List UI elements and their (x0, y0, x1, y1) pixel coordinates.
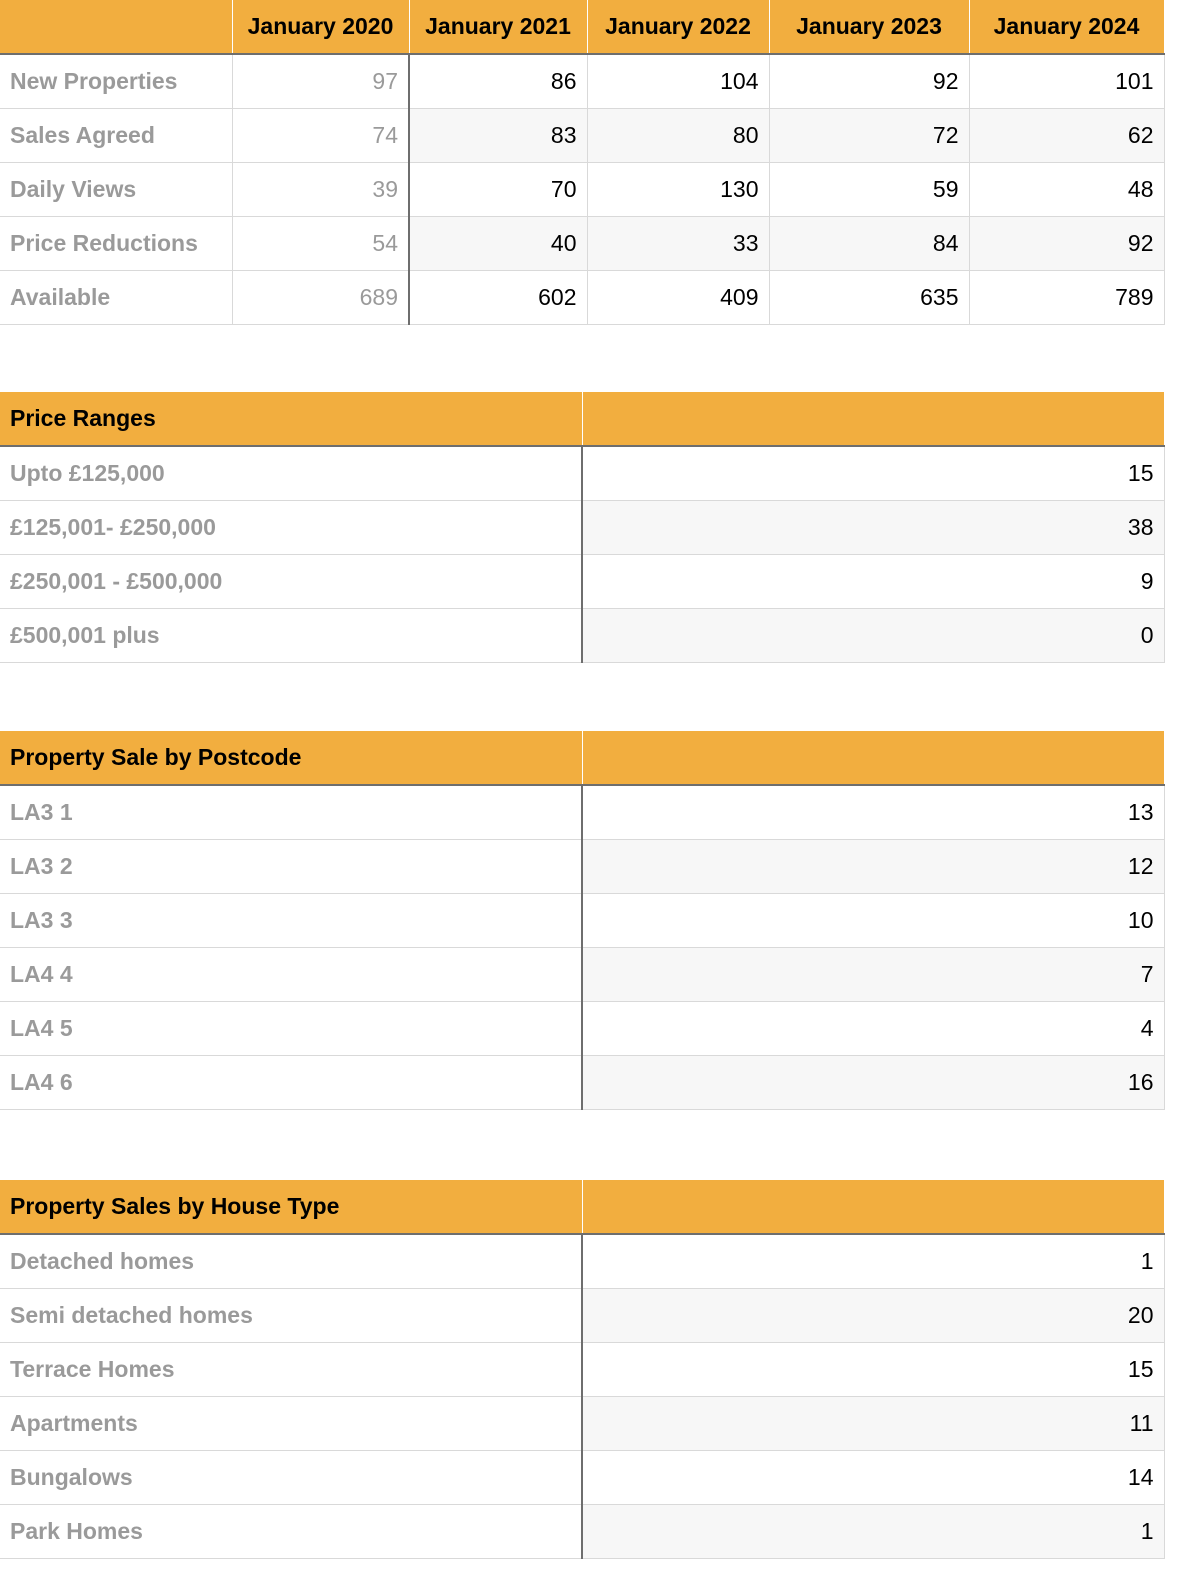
row-label: Park Homes (0, 1504, 582, 1558)
table-cell: 10 (582, 893, 1164, 947)
house-type-title: Property Sales by House Type (0, 1180, 582, 1234)
table-cell: 689 (232, 270, 409, 324)
postcode-title: Property Sale by Postcode (0, 731, 582, 785)
price-ranges-header-row (0, 392, 1164, 446)
table-cell: 101 (969, 54, 1164, 108)
table-cell: 14 (582, 1450, 1164, 1504)
row-label: Detached homes (0, 1234, 582, 1288)
table-cell: 92 (969, 216, 1164, 270)
table-cell: 16 (582, 1055, 1164, 1109)
table-row (0, 1504, 1164, 1558)
table-cell: 9 (582, 554, 1164, 608)
table-cell: 72 (769, 108, 969, 162)
postcode-table (0, 731, 1165, 1110)
table-cell: 38 (582, 500, 1164, 554)
postcode-header-row (0, 731, 1164, 785)
table-row (0, 54, 1164, 108)
table-cell: 54 (232, 216, 409, 270)
table-cell: 409 (587, 270, 769, 324)
header-empty-cell (582, 731, 1164, 785)
table-cell: 1 (582, 1234, 1164, 1288)
row-label: Terrace Homes (0, 1342, 582, 1396)
table-row (0, 216, 1164, 270)
table-cell: 13 (582, 785, 1164, 839)
summary-header-jan-2020: January 2020 (232, 0, 409, 54)
summary-header-jan-2021: January 2021 (409, 0, 587, 54)
table-cell: 12 (582, 839, 1164, 893)
table-cell: 74 (232, 108, 409, 162)
table-cell: 83 (409, 108, 587, 162)
row-label: Upto £125,000 (0, 446, 582, 500)
table-row (0, 446, 1164, 500)
price-ranges-table (0, 392, 1165, 663)
table-cell: 4 (582, 1001, 1164, 1055)
table-cell: 7 (582, 947, 1164, 1001)
table-cell: 11 (582, 1396, 1164, 1450)
table-row (0, 108, 1164, 162)
summary-header-jan-2022: January 2022 (587, 0, 769, 54)
house-type-header-row (0, 1180, 1164, 1234)
table-cell: 40 (409, 216, 587, 270)
table-cell: 1 (582, 1504, 1164, 1558)
table-cell: 789 (969, 270, 1164, 324)
row-label: Price Reductions (0, 216, 232, 270)
header-empty-cell (582, 1180, 1164, 1234)
row-label: Sales Agreed (0, 108, 232, 162)
header-empty-cell (582, 392, 1164, 446)
table-cell: 15 (582, 446, 1164, 500)
table-cell: 84 (769, 216, 969, 270)
table-cell: 130 (587, 162, 769, 216)
table-cell: 104 (587, 54, 769, 108)
table-row (0, 1396, 1164, 1450)
table-cell: 635 (769, 270, 969, 324)
table-cell: 15 (582, 1342, 1164, 1396)
row-label: LA4 6 (0, 1055, 582, 1109)
row-label: Apartments (0, 1396, 582, 1450)
table-cell: 92 (769, 54, 969, 108)
table-cell: 48 (969, 162, 1164, 216)
row-label: Available (0, 270, 232, 324)
row-label: LA3 3 (0, 893, 582, 947)
row-label: Daily Views (0, 162, 232, 216)
table-row (0, 554, 1164, 608)
house-type-table (0, 1180, 1165, 1559)
row-label: New Properties (0, 54, 232, 108)
price-ranges-title: Price Ranges (0, 392, 582, 446)
summary-table (0, 0, 1165, 325)
table-row (0, 608, 1164, 662)
summary-header-row (0, 0, 1164, 54)
table-row (0, 947, 1164, 1001)
table-cell: 70 (409, 162, 587, 216)
table-row (0, 893, 1164, 947)
table-cell: 39 (232, 162, 409, 216)
table-cell: 97 (232, 54, 409, 108)
row-label: £250,001 - £500,000 (0, 554, 582, 608)
table-cell: 602 (409, 270, 587, 324)
table-row (0, 1001, 1164, 1055)
row-label: LA4 4 (0, 947, 582, 1001)
table-cell: 86 (409, 54, 587, 108)
table-row (0, 1055, 1164, 1109)
table-row (0, 500, 1164, 554)
table-row (0, 1342, 1164, 1396)
table-row (0, 785, 1164, 839)
row-label: Semi detached homes (0, 1288, 582, 1342)
row-label: LA3 1 (0, 785, 582, 839)
table-row (0, 270, 1164, 324)
summary-header-jan-2023: January 2023 (769, 0, 969, 54)
table-row (0, 162, 1164, 216)
table-cell: 0 (582, 608, 1164, 662)
table-cell: 62 (969, 108, 1164, 162)
table-row (0, 1234, 1164, 1288)
row-label: £125,001- £250,000 (0, 500, 582, 554)
table-cell: 59 (769, 162, 969, 216)
summary-header-jan-2024: January 2024 (969, 0, 1164, 54)
summary-corner-cell (0, 0, 232, 54)
table-row (0, 1450, 1164, 1504)
table-cell: 80 (587, 108, 769, 162)
row-label: LA3 2 (0, 839, 582, 893)
table-cell: 20 (582, 1288, 1164, 1342)
row-label: Bungalows (0, 1450, 582, 1504)
table-row (0, 839, 1164, 893)
row-label: LA4 5 (0, 1001, 582, 1055)
table-cell: 33 (587, 216, 769, 270)
table-row (0, 1288, 1164, 1342)
row-label: £500,001 plus (0, 608, 582, 662)
